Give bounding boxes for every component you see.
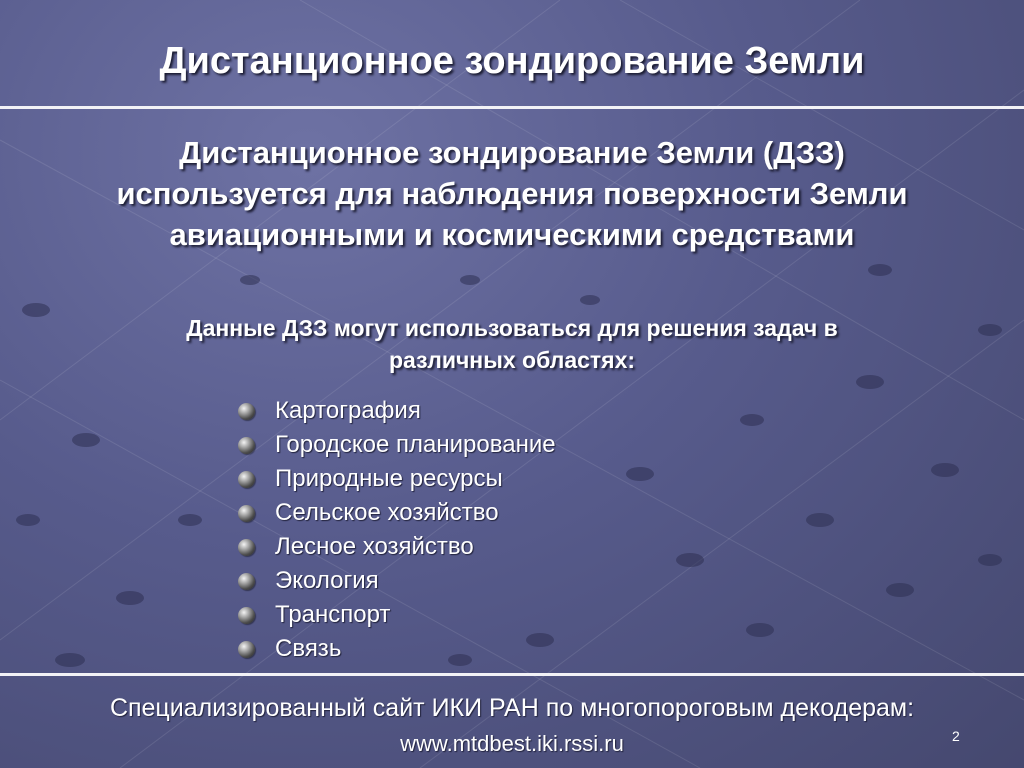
list-item-label: Транспорт	[275, 601, 391, 628]
footer	[0, 690, 1024, 762]
list-item	[238, 428, 556, 462]
list-item-label: Связь	[275, 635, 342, 662]
list-item	[238, 394, 556, 428]
list-item	[238, 462, 556, 496]
sphere-bullet-icon	[238, 437, 255, 454]
sphere-bullet-icon	[238, 539, 255, 556]
list-item	[238, 598, 556, 632]
subheading-line: Данные ДЗЗ могут использоваться для решения задач в	[186, 315, 838, 341]
lead-line: авиационными и космическими средствами	[169, 217, 855, 252]
list-item-label: Картография	[275, 397, 421, 424]
footer-divider	[0, 673, 1024, 676]
sphere-bullet-icon	[238, 505, 255, 522]
slide-title: Дистанционное зондирование Земли	[159, 40, 865, 82]
page-number: 2	[952, 728, 960, 744]
sphere-bullet-icon	[238, 607, 255, 624]
list-item-label: Экология	[275, 567, 379, 594]
subheading	[60, 312, 964, 376]
application-areas-list	[238, 394, 556, 666]
list-item	[238, 496, 556, 530]
sphere-bullet-icon	[238, 403, 255, 420]
lead-line: Дистанционное зондирование Земли (ДЗЗ)	[179, 135, 845, 170]
list-item	[238, 632, 556, 666]
footer-text: Специализированный сайт ИКИ РАН по многопороговым декодерам:	[109, 694, 915, 722]
list-item-label: Лесное хозяйство	[275, 533, 474, 560]
sphere-bullet-icon	[238, 471, 255, 488]
list-item	[238, 564, 556, 598]
title-divider	[0, 106, 1024, 109]
list-item-label: Природные ресурсы	[275, 465, 503, 492]
footer-url-link[interactable]: www.mtdbest.iki.rssi.ru	[400, 731, 624, 756]
subheading-line: различных областях:	[388, 347, 636, 373]
list-item	[238, 530, 556, 564]
list-item-label: Городское планирование	[275, 431, 556, 458]
sphere-bullet-icon	[238, 573, 255, 590]
list-item-label: Сельское хозяйство	[275, 499, 499, 526]
lead-line: используется для наблюдения поверхности Земли	[116, 176, 908, 211]
lead-paragraph	[40, 132, 984, 255]
sphere-bullet-icon	[238, 641, 255, 658]
